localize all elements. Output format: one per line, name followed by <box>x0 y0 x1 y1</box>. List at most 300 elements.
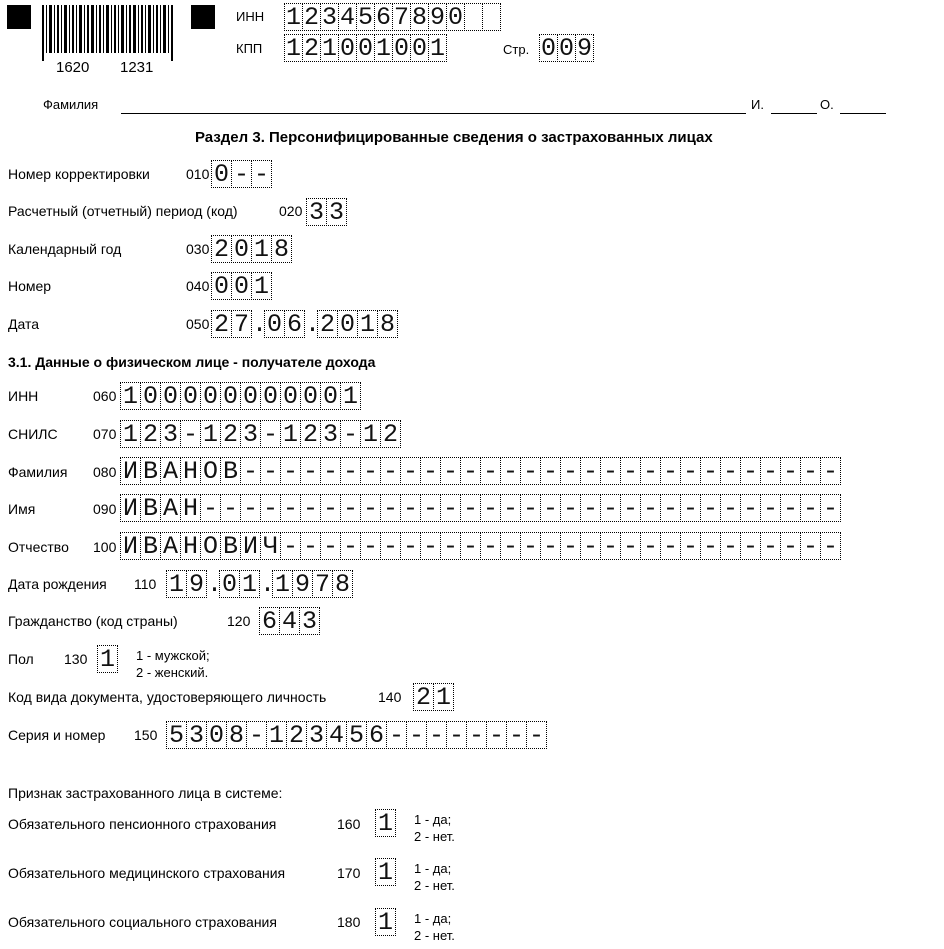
cell-char: - <box>540 457 561 485</box>
cell-char: - <box>360 457 381 485</box>
corner-marker-right <box>191 5 215 29</box>
barcode <box>42 5 174 75</box>
field-070-label: СНИЛС <box>8 426 58 442</box>
field-140-cells <box>413 683 453 711</box>
cell-char: - <box>820 532 841 560</box>
cell-char: 9 <box>429 3 445 32</box>
field-070-cells <box>120 420 400 448</box>
cell-char: 5 <box>166 721 187 749</box>
subsection-title: 3.1. Данные о физическом лице - получателе дохода <box>8 354 376 370</box>
header-page-label: Стр. <box>503 42 530 57</box>
cell-char: - <box>246 721 267 749</box>
field-170-note-2: 2 - нет. <box>414 878 455 893</box>
cell-char: - <box>300 532 321 560</box>
field-030-cells <box>211 235 291 263</box>
cell-char: - <box>500 457 521 485</box>
cell-char: - <box>240 494 261 522</box>
cell-char: 4 <box>326 721 347 749</box>
field-150-cells <box>166 721 546 749</box>
cell-char: - <box>660 532 681 560</box>
cell-char: А <box>160 457 181 485</box>
cell-char: - <box>540 532 561 560</box>
field-170-note-1: 1 - да; <box>414 861 452 876</box>
field-030-label: Календарный год <box>8 241 122 257</box>
cell-char: 1 <box>251 235 272 263</box>
cell-char: 2 <box>303 3 319 32</box>
cell-char: 1 <box>433 683 454 711</box>
cell-char: - <box>480 494 501 522</box>
cell-char: - <box>500 494 521 522</box>
cell-char: 1 <box>357 310 378 338</box>
field-170-label: Обязательного медицинского страхования <box>8 865 286 881</box>
cell-char: - <box>620 532 641 560</box>
cell-char: - <box>400 457 421 485</box>
cell-char: 1 <box>200 420 221 448</box>
cell-char: 0 <box>220 382 241 410</box>
field-120-code: 120 <box>227 613 251 629</box>
cell-char: - <box>406 721 427 749</box>
cell-char: 0 <box>540 34 556 63</box>
cell-char: 1 <box>280 420 301 448</box>
cell-char: - <box>420 457 441 485</box>
cell-char: 0 <box>180 382 201 410</box>
cell-char: 1 <box>375 908 396 936</box>
header-kpp-cells <box>284 34 446 62</box>
cell-char: - <box>400 532 421 560</box>
cell-char: Н <box>180 532 201 560</box>
field-060-label: ИНН <box>8 388 39 404</box>
cell-char: 3 <box>299 607 320 635</box>
cell-char: 2 <box>303 34 319 63</box>
cell-char: 3 <box>321 3 337 32</box>
cell-char: 6 <box>284 310 305 338</box>
cell-char: 2 <box>220 420 241 448</box>
field-140-label: Код вида документа, удостоверяющего личность <box>8 689 327 705</box>
cell-char: - <box>280 494 301 522</box>
field-170-cells <box>375 858 395 886</box>
initial-i-label: И. <box>751 97 764 112</box>
cell-char: - <box>460 494 481 522</box>
field-090-label: Имя <box>8 501 36 517</box>
cell-char: - <box>620 494 641 522</box>
cell-char: 0 <box>211 160 232 188</box>
cell-char: - <box>520 532 541 560</box>
cell-char: - <box>280 532 301 560</box>
field-150-label: Серия и номер <box>8 727 106 743</box>
cell-char: 8 <box>332 570 353 598</box>
barcode-icon <box>42 5 174 61</box>
cell-char: - <box>360 494 381 522</box>
cell-char: 0 <box>231 272 252 300</box>
cell-char: 1 <box>251 272 272 300</box>
cell-char: 0 <box>140 382 161 410</box>
cell-char: - <box>380 457 401 485</box>
cell-char: 1 <box>120 420 141 448</box>
cell-char: 0 <box>300 382 321 410</box>
cell-char: 9 <box>292 570 313 598</box>
cell-char: 0 <box>200 382 221 410</box>
field-040-cells <box>211 272 271 300</box>
surname-line <box>121 113 746 114</box>
cell-char: 1 <box>166 570 187 598</box>
cell-char: - <box>560 494 581 522</box>
field-060-cells <box>120 382 360 410</box>
cell-char: - <box>560 457 581 485</box>
cell-char: 1 <box>285 34 301 63</box>
cell-char: 4 <box>279 607 300 635</box>
field-050-cells <box>211 310 397 338</box>
field-120-label: Гражданство (код страны) <box>8 613 178 629</box>
cell-char: - <box>340 494 361 522</box>
cell-char: - <box>446 721 467 749</box>
cell-char: 1 <box>340 382 361 410</box>
cell-char: 1 <box>429 34 445 63</box>
field-150-code: 150 <box>134 727 158 743</box>
cell-char: - <box>820 494 841 522</box>
cell-char: - <box>800 457 821 485</box>
cell-char: 1 <box>375 858 396 886</box>
cell-char: 0 <box>240 382 261 410</box>
cell-char: 1 <box>239 570 260 598</box>
cell-char: 1 <box>375 34 391 63</box>
cell-char: 5 <box>357 3 373 32</box>
field-040-code: 040 <box>186 278 210 294</box>
field-120-cells <box>259 607 319 635</box>
cell-char: - <box>760 457 781 485</box>
field-100-cells <box>120 532 840 560</box>
cell-char: 2 <box>286 721 307 749</box>
cell-char: А <box>160 494 181 522</box>
cell-char: - <box>251 160 272 188</box>
cell-char: - <box>680 457 701 485</box>
field-130-note-1: 1 - мужской; <box>136 648 210 663</box>
cell-char: - <box>760 532 781 560</box>
cell-char: - <box>780 494 801 522</box>
cell-char: 1 <box>266 721 287 749</box>
cell-char: - <box>660 494 681 522</box>
cell-char: - <box>320 494 341 522</box>
cell-char: В <box>140 532 161 560</box>
field-160-label: Обязательного пенсионного страхования <box>8 816 277 832</box>
cell-char: - <box>260 494 281 522</box>
cell-char: 2 <box>140 420 161 448</box>
initial-o-label: О. <box>820 97 834 112</box>
cell-char: 0 <box>320 382 341 410</box>
field-180-note-2: 2 - нет. <box>414 928 455 943</box>
cell-char: 8 <box>226 721 247 749</box>
cell-char: 7 <box>393 3 409 32</box>
field-160-note-1: 1 - да; <box>414 812 452 827</box>
cell-char: - <box>320 457 341 485</box>
cell-char: - <box>420 494 441 522</box>
cell-char: 0 <box>337 310 358 338</box>
field-080-cells <box>120 457 840 485</box>
cell-char: - <box>480 457 501 485</box>
cell-char: 0 <box>206 721 227 749</box>
cell-char: 3 <box>320 420 341 448</box>
cell-char: 9 <box>186 570 207 598</box>
cell-char: - <box>600 532 621 560</box>
cell-char: 3 <box>306 198 327 226</box>
field-020-cells <box>306 198 346 226</box>
cell-char: 4 <box>339 3 355 32</box>
cell-char: 0 <box>411 34 427 63</box>
cell-char: 3 <box>186 721 207 749</box>
field-050-code: 050 <box>186 316 210 332</box>
cell-char: 0 <box>393 34 409 63</box>
cell-char: - <box>640 494 661 522</box>
cell-char: - <box>540 494 561 522</box>
cell-char: - <box>440 494 461 522</box>
cell-char: - <box>600 457 621 485</box>
cell-char: - <box>440 532 461 560</box>
cell-char: - <box>780 532 801 560</box>
cell-char: 8 <box>271 235 292 263</box>
cell-char: 1 <box>272 570 293 598</box>
field-010-code: 010 <box>186 166 210 182</box>
cell-char: . <box>260 570 276 599</box>
cell-char: - <box>180 420 201 448</box>
field-100-code: 100 <box>93 539 117 555</box>
cell-char: - <box>780 457 801 485</box>
cell-char: - <box>800 494 821 522</box>
cell-char: 0 <box>260 382 281 410</box>
cell-char: 0 <box>264 310 285 338</box>
cell-char: 2 <box>211 310 232 338</box>
cell-char: - <box>220 494 241 522</box>
cell-char: - <box>386 721 407 749</box>
cell-char: - <box>526 721 547 749</box>
field-040-label: Номер <box>8 278 52 294</box>
cell-char: - <box>620 457 641 485</box>
initial-i-line <box>771 113 817 114</box>
cell-char: - <box>700 532 721 560</box>
cell-char: - <box>720 532 741 560</box>
cell-char: - <box>820 457 841 485</box>
field-160-code: 160 <box>337 816 361 832</box>
field-130-code: 130 <box>64 651 88 667</box>
cell-char: - <box>420 532 441 560</box>
cell-char: 0 <box>280 382 301 410</box>
cell-char: - <box>720 494 741 522</box>
field-080-label: Фамилия <box>8 464 68 480</box>
section-title: Раздел 3. Персонифицированные сведения о застрахованных лицах <box>195 129 713 146</box>
cell-char: 0 <box>447 3 463 32</box>
cell-char: И <box>240 532 261 560</box>
cell-char: . <box>207 570 223 599</box>
cell-char: 7 <box>231 310 252 338</box>
cell-char: - <box>740 494 761 522</box>
cell-char: - <box>500 532 521 560</box>
cell-char: 2 <box>211 235 232 263</box>
field-090-cells <box>120 494 840 522</box>
cell-char: И <box>120 457 141 485</box>
cell-char: 1 <box>285 3 301 32</box>
initial-o-line <box>840 113 886 114</box>
field-130-note-2: 2 - женский. <box>136 665 209 680</box>
insured-title: Признак застрахованного лица в системе: <box>8 785 283 801</box>
cell-char: - <box>506 721 527 749</box>
cell-char: - <box>380 532 401 560</box>
cell-char: - <box>340 457 361 485</box>
cell-char: 6 <box>259 607 280 635</box>
field-140-code: 140 <box>378 689 402 705</box>
cell-char: - <box>720 457 741 485</box>
field-180-label: Обязательного социального страхования <box>8 914 277 930</box>
cell-char: 0 <box>357 34 373 63</box>
cell-char: В <box>140 494 161 522</box>
cell-char: В <box>220 457 241 485</box>
cell-char: - <box>800 532 821 560</box>
cell-char: - <box>300 457 321 485</box>
cell-char: 3 <box>326 198 347 226</box>
cell-char: - <box>520 494 541 522</box>
header-inn-label: ИНН <box>236 9 265 24</box>
cell-char: 1 <box>321 34 337 63</box>
cell-char: И <box>120 532 141 560</box>
cell-char: 8 <box>411 3 427 32</box>
cell-char: Н <box>180 494 201 522</box>
cell-char: - <box>380 494 401 522</box>
cell-char: - <box>740 532 761 560</box>
cell-char: В <box>140 457 161 485</box>
field-100-label: Отчество <box>8 539 69 555</box>
cell-char: - <box>680 494 701 522</box>
cell-char: В <box>220 532 241 560</box>
field-010-cells <box>211 160 271 188</box>
cell-char: - <box>640 457 661 485</box>
field-110-label: Дата рождения <box>8 576 107 592</box>
cell-char: - <box>560 532 581 560</box>
cell-char: - <box>700 457 721 485</box>
cell-char: - <box>260 457 281 485</box>
cell-char: 6 <box>375 3 391 32</box>
cell-char: - <box>340 420 361 448</box>
field-160-cells <box>375 809 395 837</box>
barcode-number-left: 1620 <box>56 59 90 76</box>
field-130-label: Пол <box>8 651 34 667</box>
cell-char: - <box>580 532 601 560</box>
field-070-code: 070 <box>93 426 117 442</box>
cell-char: - <box>600 494 621 522</box>
cell-char: - <box>700 494 721 522</box>
cell-char: - <box>280 457 301 485</box>
field-160-note-2: 2 - нет. <box>414 829 455 844</box>
field-030-code: 030 <box>186 241 210 257</box>
cell-char: - <box>640 532 661 560</box>
cell-char: - <box>426 721 447 749</box>
cell-char: 8 <box>377 310 398 338</box>
cell-char: - <box>260 420 281 448</box>
cell-char: О <box>200 532 221 560</box>
field-060-code: 060 <box>93 388 117 404</box>
cell-char: - <box>680 532 701 560</box>
cell-char: 6 <box>366 721 387 749</box>
field-110-code: 110 <box>134 576 157 592</box>
corner-marker-left <box>7 5 31 29</box>
cell-char: И <box>120 494 141 522</box>
cell-char: 0 <box>339 34 355 63</box>
field-080-code: 080 <box>93 464 117 480</box>
field-020-label: Расчетный (отчетный) период (код) <box>8 203 238 219</box>
cell-char: 1 <box>97 645 118 673</box>
cell-char: 2 <box>317 310 338 338</box>
cell-char: - <box>486 721 507 749</box>
field-170-code: 170 <box>337 865 361 881</box>
cell-char: 1 <box>360 420 381 448</box>
cell-char: - <box>400 494 421 522</box>
field-130-cells <box>97 645 117 673</box>
surname-label: Фамилия <box>43 97 99 112</box>
barcode-number-right: 1231 <box>120 59 154 76</box>
cell-char: 3 <box>240 420 261 448</box>
cell-char: 3 <box>160 420 181 448</box>
header-kpp-label: КПП <box>236 41 263 56</box>
cell-char: - <box>300 494 321 522</box>
field-010-label: Номер корректировки <box>8 166 150 182</box>
cell-char: - <box>740 457 761 485</box>
cell-char: - <box>240 457 261 485</box>
cell-char: 1 <box>375 809 396 837</box>
cell-char: - <box>460 457 481 485</box>
cell-char: . <box>305 310 321 339</box>
cell-char: - <box>200 494 221 522</box>
field-090-code: 090 <box>93 501 117 517</box>
cell-char: - <box>231 160 252 188</box>
cell-char: - <box>660 457 681 485</box>
field-020-code: 020 <box>279 203 303 219</box>
cell-char: О <box>200 457 221 485</box>
field-180-code: 180 <box>337 914 361 930</box>
cell-char: 9 <box>576 34 592 63</box>
cell-char: 0 <box>160 382 181 410</box>
cell-char: - <box>520 457 541 485</box>
header-page-cells <box>539 34 593 62</box>
cell-char: - <box>580 457 601 485</box>
header-inn-cells <box>284 3 500 31</box>
cell-char: - <box>360 532 381 560</box>
cell-char: - <box>480 532 501 560</box>
cell-char: Н <box>180 457 201 485</box>
cell-char: - <box>760 494 781 522</box>
field-110-cells <box>166 570 352 598</box>
field-050-label: Дата <box>8 316 40 332</box>
cell-char: 2 <box>380 420 401 448</box>
cell-char: Ч <box>260 532 281 560</box>
cell-char: - <box>320 532 341 560</box>
field-180-note-1: 1 - да; <box>414 911 452 926</box>
cell-char: - <box>580 494 601 522</box>
cell-char: 0 <box>219 570 240 598</box>
cell-char: 2 <box>413 683 434 711</box>
cell-char: 3 <box>306 721 327 749</box>
cell-char: 2 <box>300 420 321 448</box>
cell-char: 7 <box>312 570 333 598</box>
cell-char: 0 <box>231 235 252 263</box>
cell-char: - <box>460 532 481 560</box>
cell-char: - <box>440 457 461 485</box>
cell-char: 5 <box>346 721 367 749</box>
field-180-cells <box>375 908 395 936</box>
cell-char: . <box>252 310 268 339</box>
cell-char: 1 <box>120 382 141 410</box>
cell-char <box>482 3 501 31</box>
cell-char <box>464 3 483 31</box>
cell-char: 0 <box>558 34 574 63</box>
cell-char: А <box>160 532 181 560</box>
cell-char: - <box>340 532 361 560</box>
cell-char: 0 <box>211 272 232 300</box>
